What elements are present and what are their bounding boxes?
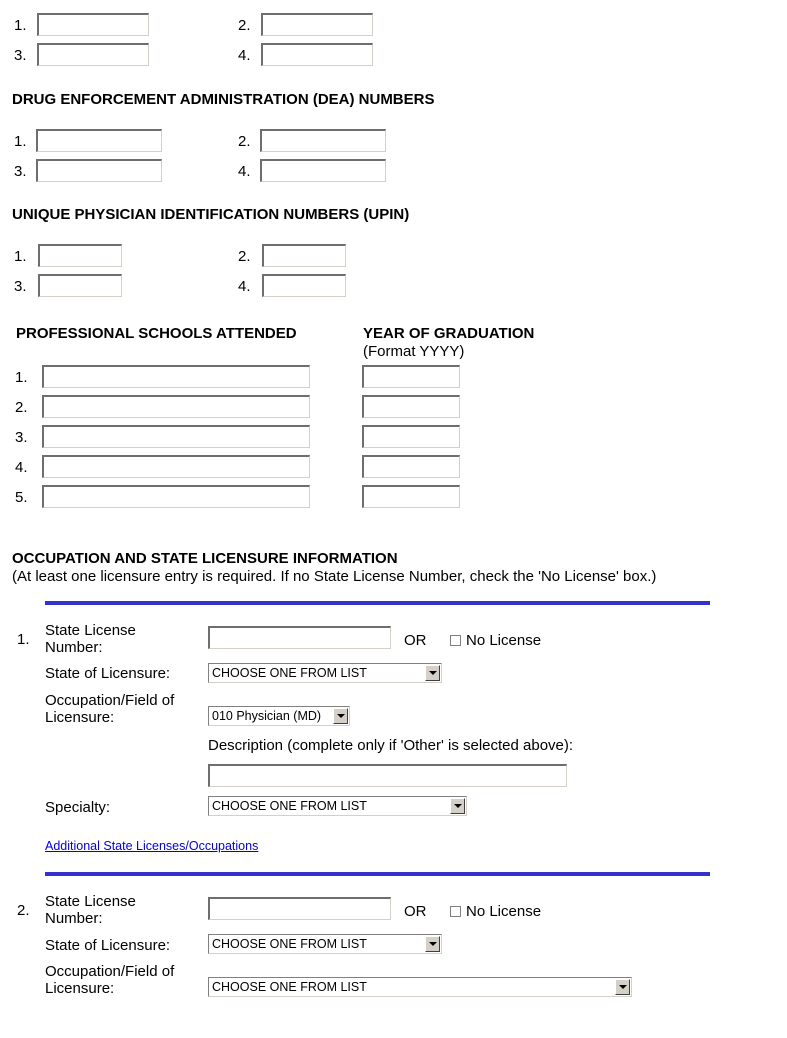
graduation-year-5-input[interactable] (362, 485, 460, 508)
entry-number: 2. (17, 902, 30, 919)
school-1-input[interactable] (42, 365, 310, 388)
or-label: OR (404, 632, 427, 649)
dea-heading: DRUG ENFORCEMENT ADMINISTRATION (DEA) NUMBERS (12, 91, 435, 108)
dropdown-arrow-icon[interactable] (425, 665, 440, 681)
state-of-licensure-value: CHOOSE ONE FROM LIST (212, 937, 367, 951)
school-4-input[interactable] (42, 455, 310, 478)
upin-number-3-input[interactable] (38, 274, 122, 297)
upin-number-4-input[interactable] (262, 274, 346, 297)
school-5-input[interactable] (42, 485, 310, 508)
graduation-year-4-input[interactable] (362, 455, 460, 478)
state-of-licensure-select[interactable] (208, 663, 442, 683)
section-divider (45, 601, 710, 605)
dea-number-4-input[interactable] (260, 159, 386, 182)
school-2-input[interactable] (42, 395, 310, 418)
dea-number-2-input[interactable] (260, 129, 386, 152)
state-license-number-label: State License Number: (45, 622, 136, 656)
occupation-select[interactable] (208, 977, 632, 997)
specialty-label: Specialty: (45, 799, 111, 816)
row-number: 3. (14, 163, 27, 180)
additional-licenses-link[interactable]: Additional State Licenses/Occupations (45, 839, 259, 853)
occupation-label: Occupation/Field of Licensure: (45, 963, 175, 997)
state-license-number-input[interactable] (208, 626, 391, 649)
row-number: 4. (15, 459, 28, 476)
specialty-select[interactable] (208, 796, 467, 816)
licensure-heading: OCCUPATION AND STATE LICENSURE INFORMATION (12, 550, 398, 567)
row-number: 2. (238, 133, 251, 150)
year-format-hint: (Format YYYY) (363, 343, 465, 360)
row-number: 1. (14, 133, 27, 150)
row-number: 1. (14, 248, 27, 265)
or-label: OR (404, 903, 427, 920)
row-number: 3. (15, 429, 28, 446)
no-license-checkbox[interactable] (450, 906, 461, 917)
school-3-input[interactable] (42, 425, 310, 448)
row-number: 1. (15, 369, 28, 386)
graduation-year-2-input[interactable] (362, 395, 460, 418)
top-number-4-input[interactable] (261, 43, 373, 66)
occupation-value: 010 Physician (MD) (212, 709, 322, 723)
no-license-checkbox[interactable] (450, 635, 461, 646)
row-number: 2. (238, 248, 251, 265)
row-number: 4. (238, 163, 251, 180)
row-number: 4. (238, 47, 251, 64)
dropdown-arrow-icon[interactable] (615, 979, 630, 995)
state-license-number-input[interactable] (208, 897, 391, 920)
row-number: 3. (14, 47, 27, 64)
graduation-year-3-input[interactable] (362, 425, 460, 448)
description-label: Description (complete only if 'Other' is selected above): (208, 737, 574, 754)
upin-number-1-input[interactable] (38, 244, 122, 267)
licensure-note: (At least one licensure entry is required. If no State License Number, check the 'No License' box.) (12, 568, 657, 585)
dropdown-arrow-icon[interactable] (425, 936, 440, 952)
row-number: 5. (15, 489, 28, 506)
occupation-select[interactable] (208, 706, 350, 726)
row-number: 2. (15, 399, 28, 416)
upin-number-2-input[interactable] (262, 244, 346, 267)
no-license-label[interactable]: No License (466, 632, 542, 649)
no-license-label[interactable]: No License (466, 903, 542, 920)
row-number: 3. (14, 278, 27, 295)
dropdown-arrow-icon[interactable] (333, 708, 348, 724)
dea-number-3-input[interactable] (36, 159, 162, 182)
schools-heading: PROFESSIONAL SCHOOLS ATTENDED (16, 325, 297, 342)
row-number: 2. (238, 17, 251, 34)
dropdown-arrow-icon[interactable] (450, 798, 465, 814)
section-divider (45, 872, 710, 876)
graduation-year-1-input[interactable] (362, 365, 460, 388)
top-number-1-input[interactable] (37, 13, 149, 36)
state-of-licensure-label: State of Licensure: (45, 665, 171, 682)
upin-heading: UNIQUE PHYSICIAN IDENTIFICATION NUMBERS (UPIN) (12, 206, 410, 223)
state-of-licensure-value: CHOOSE ONE FROM LIST (212, 666, 367, 680)
specialty-value: CHOOSE ONE FROM LIST (212, 799, 367, 813)
row-number: 1. (14, 17, 27, 34)
state-license-number-label: State License Number: (45, 893, 136, 927)
row-number: 4. (238, 278, 251, 295)
state-of-licensure-select[interactable] (208, 934, 442, 954)
occupation-value: CHOOSE ONE FROM LIST (212, 980, 367, 994)
state-of-licensure-label: State of Licensure: (45, 937, 171, 954)
entry-number: 1. (17, 631, 30, 648)
year-heading: YEAR OF GRADUATION (363, 325, 535, 342)
top-number-3-input[interactable] (37, 43, 149, 66)
occupation-label: Occupation/Field of Licensure: (45, 692, 175, 726)
top-number-2-input[interactable] (261, 13, 373, 36)
dea-number-1-input[interactable] (36, 129, 162, 152)
description-input[interactable] (208, 764, 567, 787)
